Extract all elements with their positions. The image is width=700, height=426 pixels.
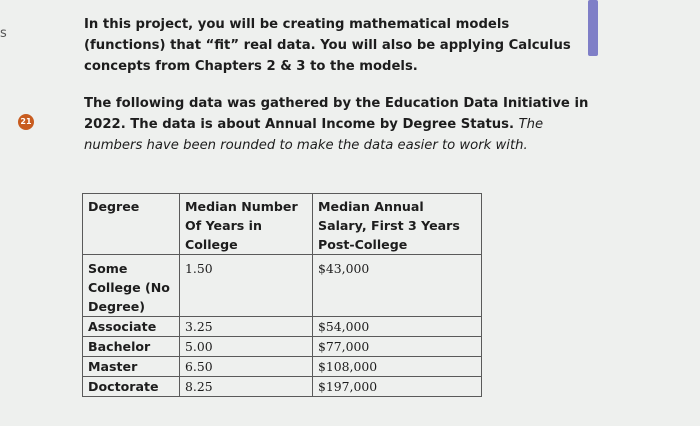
degree-cell: Associate	[83, 317, 180, 337]
table-row	[83, 357, 482, 377]
years-cell: 3.25	[180, 317, 313, 337]
degree-cell: Some College (No Degree)	[83, 255, 180, 317]
degree-cell: Master	[83, 357, 180, 377]
years-cell: 5.00	[180, 337, 313, 357]
degree-cell: Doctorate	[83, 377, 180, 397]
table-row	[83, 377, 482, 397]
question-number-badge: 21	[18, 114, 34, 130]
data-note-bold: The following data was gathered by the Education Data Initiative in 2022. The data is about Annual Income by Degree Status.	[84, 96, 589, 132]
cropped-edge-text: s	[0, 26, 7, 41]
header-degree: Degree	[83, 194, 180, 255]
table-row	[83, 317, 482, 337]
salary-cell: $43,000	[313, 255, 482, 317]
years-cell: 1.50	[180, 255, 313, 317]
salary-cell: $197,000	[313, 377, 482, 397]
header-salary: Median Annual Salary, First 3 Years Post-College	[313, 194, 482, 255]
degree-cell: Bachelor	[83, 337, 180, 357]
intro-paragraph: In this project, you will be creating mathematical models (functions) that “fit” real data. You will also be applying Calculus concepts from Chapters 2 & 3 to the models.	[84, 17, 571, 74]
header-years: Median Number Of Years in College	[180, 194, 313, 255]
years-cell: 6.50	[180, 357, 313, 377]
salary-cell: $77,000	[313, 337, 482, 357]
years-cell: 8.25	[180, 377, 313, 397]
table-header-row	[83, 194, 482, 255]
data-note-paragraph	[84, 93, 590, 156]
income-by-degree-table	[82, 193, 482, 397]
data-note-italic: The numbers have been rounded to make the data easier to work with.	[84, 117, 544, 153]
table-row	[83, 255, 482, 317]
salary-cell: $108,000	[313, 357, 482, 377]
salary-cell: $54,000	[313, 317, 482, 337]
table-row	[83, 337, 482, 357]
